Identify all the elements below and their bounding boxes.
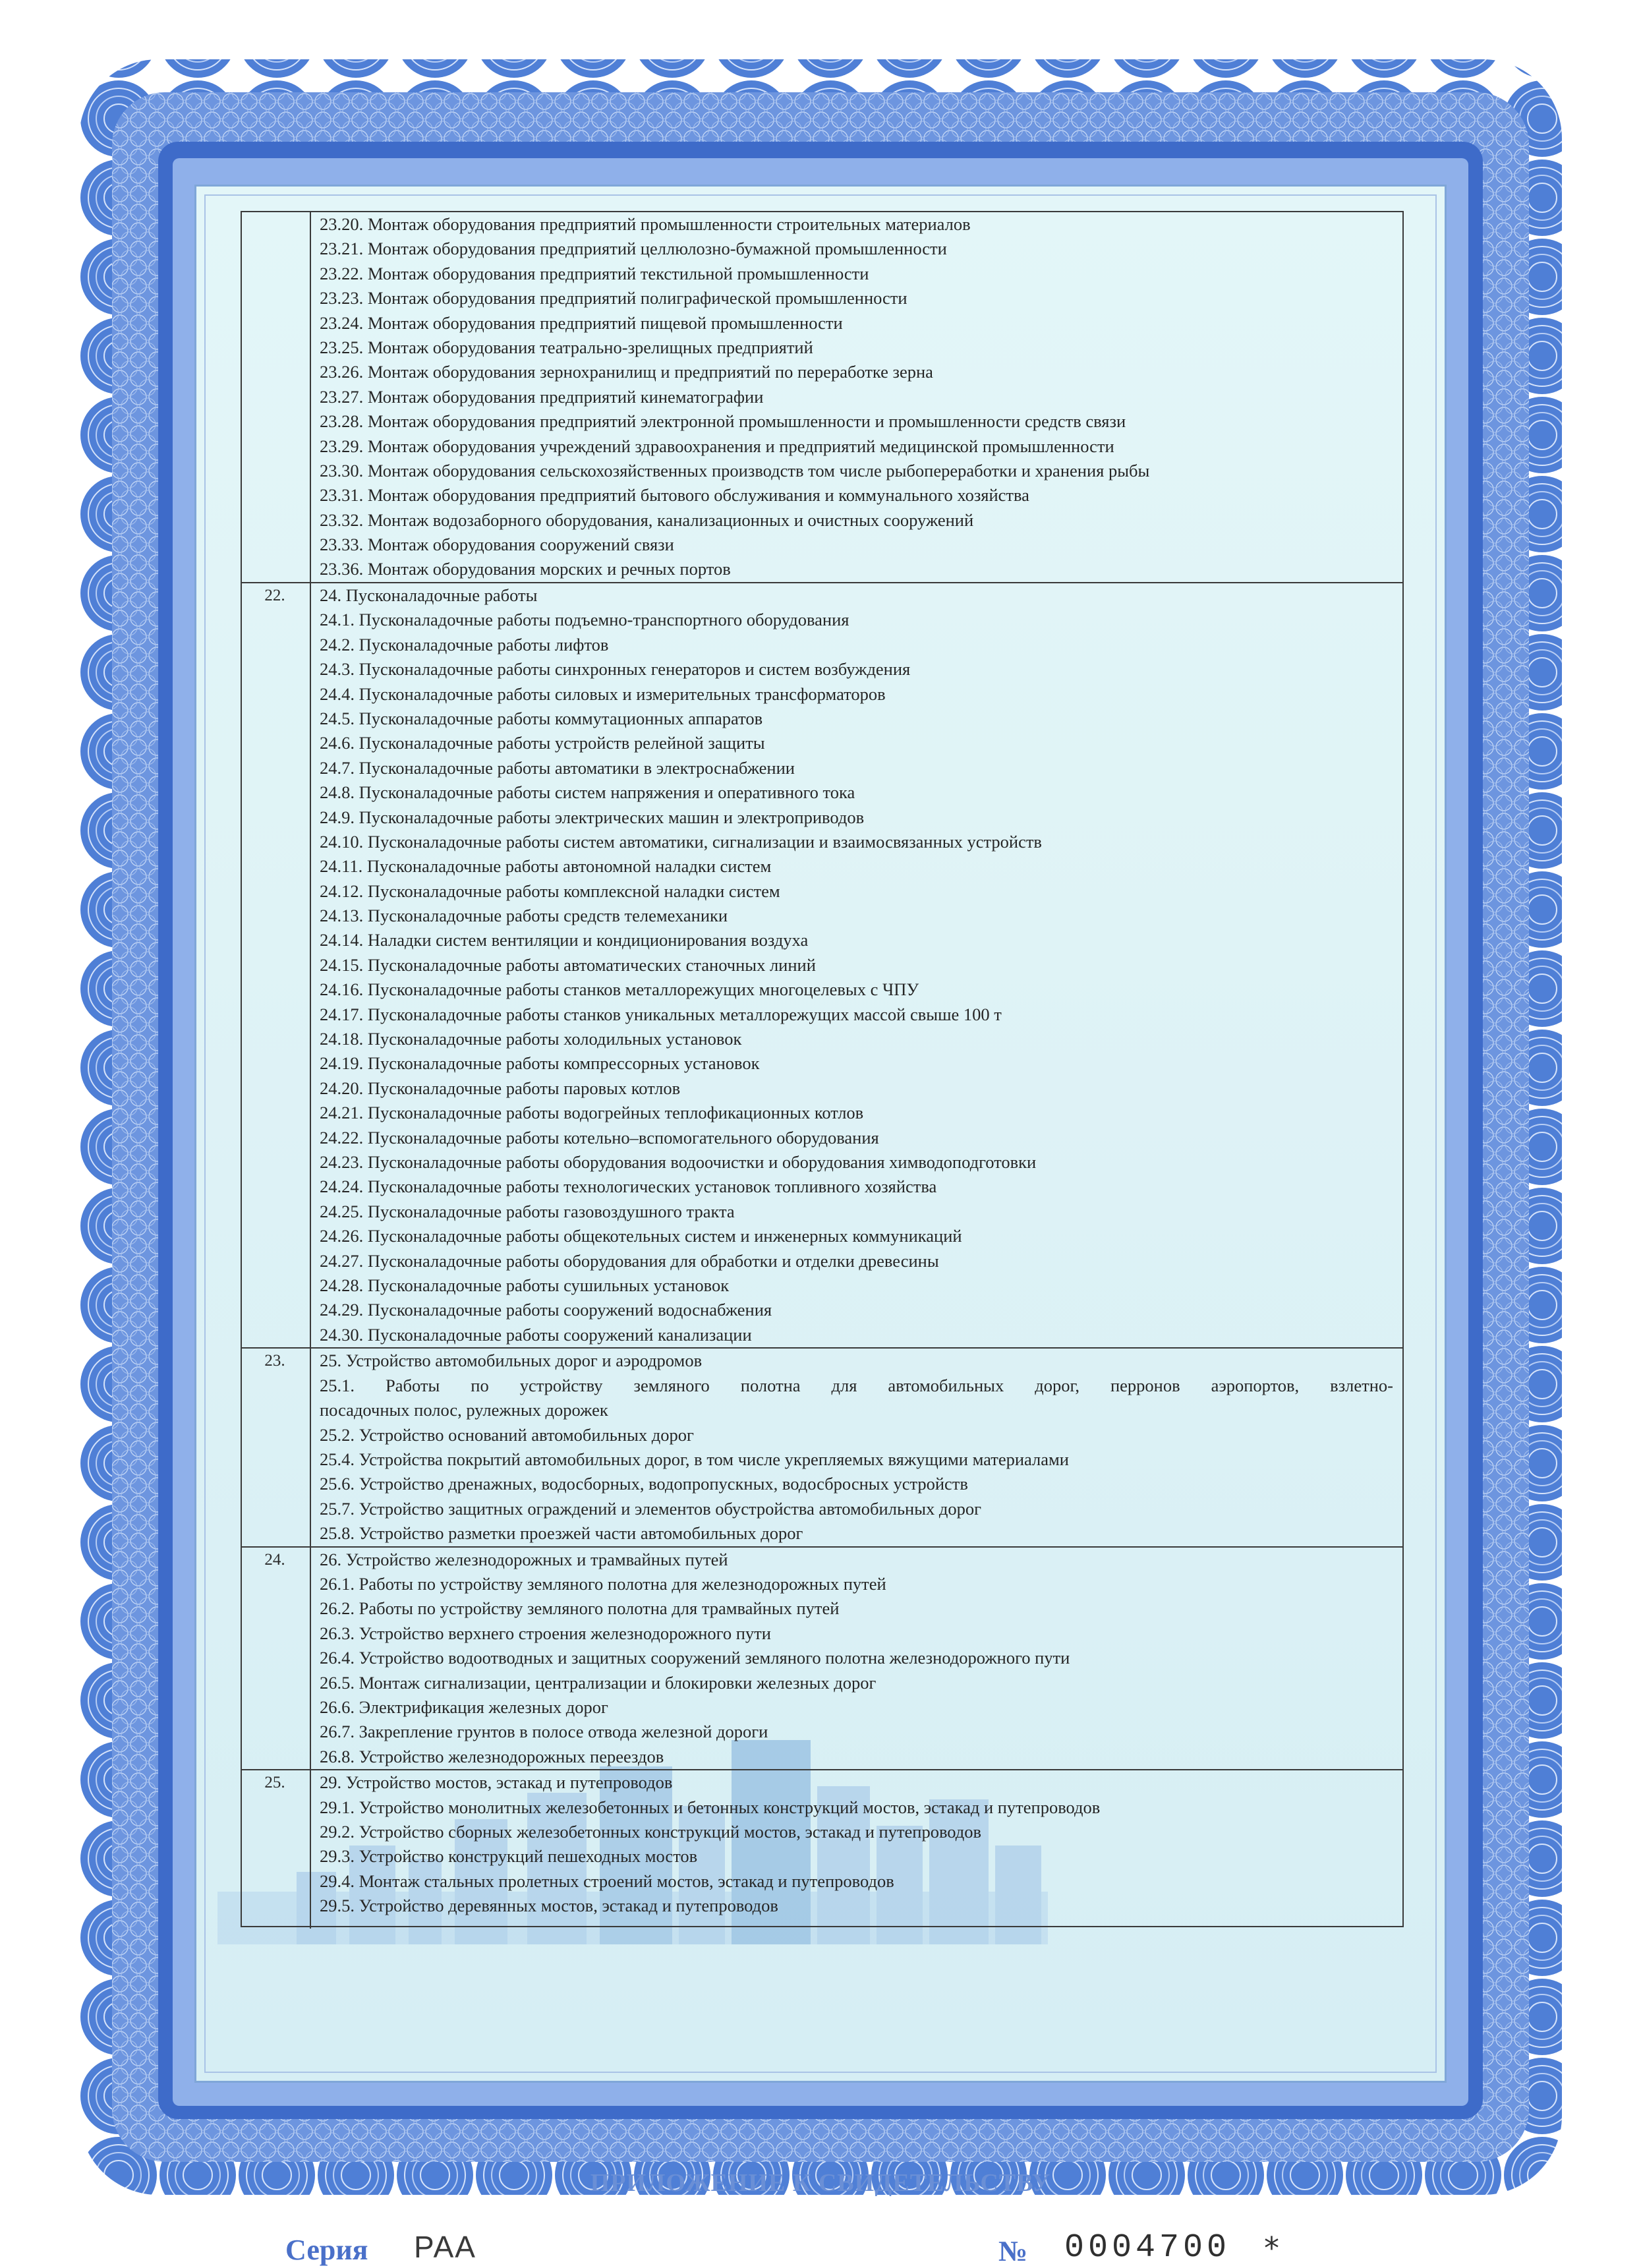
activity-line: 24.8. Пусконаладочные работы систем напряжения и оперативного тока [320, 782, 855, 803]
activity-line: 26.3. Устройство верхнего строения железнодорожного пути [320, 1623, 771, 1643]
activity-line: 24.14. Наладки систем вентиляции и кондиционирования воздуха [320, 930, 809, 950]
activity-line: 26.6. Электрификация железных дорог [320, 1697, 608, 1717]
activity-list [320, 583, 1393, 1347]
activity-line: 23.29. Монтаж оборудования учреждений здравоохранения и предприятий медицинской промышленности [320, 436, 1114, 456]
activity-line: 26.1. Работы по устройству земляного полотна для железнодорожных путей [320, 1573, 886, 1594]
activity-line: 25.7. Устройство защитных ограждений и элементов обустройства автомобильных дорог [320, 1498, 981, 1519]
activity-line: 24.28. Пусконаладочные работы сушильных установок [320, 1275, 730, 1295]
activity-line: посадочных полос, рулежных дорожек [320, 1400, 608, 1420]
table-section [242, 1347, 1402, 1546]
activity-line: 24.11. Пусконаладочные работы автономной наладки систем [320, 856, 772, 877]
activity-line: 24.24. Пусконаладочные работы технологических установок топливного хозяйства [320, 1177, 937, 1197]
activity-line: 25.6. Устройство дренажных, водосборных, водопропускных, водосбросных устройств [320, 1474, 968, 1494]
activity-line: 26. Устройство железнодорожных и трамвайных путей [320, 1549, 728, 1569]
activity-line: 23.32. Монтаж водозаборного оборудования, канализационных и очистных сооружений [320, 509, 974, 530]
activity-line: 24.25. Пусконаладочные работы газовоздушного тракта [320, 1201, 735, 1221]
activity-line: 26.2. Работы по устройству земляного полотна для трамвайных путей [320, 1598, 840, 1619]
activity-line: 24.4. Пусконаладочные работы силовых и измерительных трансформаторов [320, 683, 886, 704]
activity-line: 23.23. Монтаж оборудования предприятий полиграфической промышленности [320, 288, 907, 308]
activity-line: 25.8. Устройство разметки проезжей части автомобильных дорог [320, 1523, 803, 1544]
activity-line: 24.30. Пусконаладочные работы сооружений канализации [320, 1324, 752, 1345]
activity-line: 23.36. Монтаж оборудования морских и речных портов [320, 559, 731, 579]
appendix-caption: ПРИЛОЖЕНИЕ К СВИДЕТЕЛЬСТВУ [590, 2169, 1051, 2197]
activity-list [320, 1548, 1393, 1770]
activity-line: 29.3. Устройство конструкций пешеходных мостов [320, 1846, 698, 1867]
activity-line: 24.7. Пусконаладочные работы автоматики в электроснабжении [320, 757, 795, 778]
table-section [242, 212, 1402, 582]
activity-line: 23.28. Монтаж оборудования предприятий электронной промышленности и промышленности средств связи [320, 411, 1126, 432]
activity-line: 24.15. Пусконаладочные работы автоматических станочных линий [320, 954, 816, 975]
activity-line: 25.1. Работы по устройству земляного полотна для автомобильных дорог, перронов аэропортов, взлетно- [320, 1375, 1393, 1395]
activity-line: 23.26. Монтаж оборудования зернохранилищ и предприятий по переработке зерна [320, 362, 933, 382]
activity-line: 29.5. Устройство деревянных мостов, эстакад и путепроводов [320, 1896, 778, 1916]
activity-line: 26.4. Устройство водоотводных и защитных сооружений земляного полотна железнодорожного пути [320, 1648, 1070, 1668]
activity-line: 23.22. Монтаж оборудования предприятий текстильной промышленности [320, 263, 869, 283]
activity-line: 29. Устройство мостов, эстакад и путепроводов [320, 1772, 673, 1793]
asterisk-mark: * [1264, 2230, 1279, 2266]
activity-line: 24.10. Пусконаладочные работы систем автоматики, сигнализации и взаимосвязанных устройств [320, 831, 1042, 852]
activity-line: 26.8. Устройство железнодорожных переездов [320, 1746, 664, 1766]
activity-line: 23.24. Монтаж оборудования предприятий пищевой промышленности [320, 312, 843, 333]
activity-line: 26.5. Монтаж сигнализации, централизации и блокировки железных дорог [320, 1672, 877, 1693]
series-value: РАА [414, 2230, 476, 2264]
series-label: Серия [285, 2234, 368, 2266]
activity-line: 23.21. Монтаж оборудования предприятий целлюлозно-бумажной промышленности [320, 239, 947, 259]
activity-line: 24.5. Пусконаладочные работы коммутационных аппаратов [320, 708, 763, 728]
activity-line: 24.12. Пусконаладочные работы комплексной наладки систем [320, 881, 780, 901]
activity-line: 24.23. Пусконаладочные работы оборудования водоочистки и оборудования химводоподготовки [320, 1151, 1037, 1172]
activity-line: 23.30. Монтаж оборудования сельскохозяйственных производств том числе рыбопереработки и хранения рыбы [320, 460, 1150, 480]
activity-line: 25.4. Устройства покрытий автомобильных дорог, в том числе укрепляемых вяжущими материалами [320, 1449, 1069, 1469]
activity-line: 24.29. Пусконаладочные работы сооружений водоснабжения [320, 1300, 772, 1320]
activity-list [320, 1349, 1393, 1546]
row-number: 24. [264, 1550, 285, 1569]
activity-line: 24.17. Пусконаладочные работы станков уникальных металлорежущих массой свыше 100 т [320, 1004, 1002, 1024]
activity-line: 29.4. Монтаж стальных пролетных строений мостов, эстакад и путепроводов [320, 1871, 894, 1891]
activity-line: 29.2. Устройство сборных железобетонных конструкций мостов, эстакад и путепроводов [320, 1821, 982, 1842]
activity-line: 24.22. Пусконаладочные работы котельно–вспомогательного оборудования [320, 1127, 879, 1148]
table-section [242, 582, 1402, 1347]
activity-line: 24.18. Пусконаладочные работы холодильных установок [320, 1029, 742, 1049]
activity-line: 24.6. Пусконаладочные работы устройств релейной защиты [320, 733, 765, 753]
table-section [242, 1769, 1402, 1918]
activity-line: 23.27. Монтаж оборудования предприятий кинематографии [320, 386, 764, 407]
activity-line: 25. Устройство автомобильных дорог и аэродромов [320, 1351, 703, 1371]
activity-line: 23.25. Монтаж оборудования театрально-зрелищных предприятий [320, 337, 813, 357]
activity-line: 24.19. Пусконаладочные работы компрессорных установок [320, 1053, 760, 1074]
activity-list [320, 212, 1393, 582]
row-number: 22. [264, 587, 285, 604]
activity-line: 24.3. Пусконаладочные работы синхронных генераторов и систем возбуждения [320, 659, 911, 680]
number-value: 0004700 [1064, 2229, 1231, 2267]
activity-line: 23.33. Монтаж оборудования сооружений связи [320, 535, 674, 555]
row-number: 25. [264, 1774, 285, 1792]
activity-line: 24.9. Пусконаладочные работы электрических машин и электроприводов [320, 807, 865, 827]
activity-line: 25.2. Устройство оснований автомобильных дорог [320, 1424, 694, 1445]
activity-line: 24.27. Пусконаладочные работы оборудования для обработки и отделки древесины [320, 1250, 939, 1271]
activity-line: 24.16. Пусконаладочные работы станков металлорежущих многоцелевых с ЧПУ [320, 979, 919, 1000]
activity-line: 24.13. Пусконаладочные работы средств телемеханики [320, 906, 728, 926]
activity-line: 24.1. Пусконаладочные работы подъемно-транспортного оборудования [320, 610, 849, 630]
activity-line: 24.2. Пусконаладочные работы лифтов [320, 634, 609, 654]
activity-line: 26.7. Закрепление грунтов в полосе отвода железной дороги [320, 1722, 768, 1742]
activity-line: 24.21. Пусконаладочные работы водогрейных теплофикационных котлов [320, 1103, 864, 1123]
activity-list [320, 1770, 1393, 1918]
number-label: № [998, 2235, 1028, 2267]
table-section [242, 1546, 1402, 1770]
activity-line: 23.20. Монтаж оборудования предприятий промышленности строительных материалов [320, 214, 971, 234]
row-number: 23. [264, 1352, 285, 1370]
activity-line: 24. Пусконаладочные работы [320, 585, 538, 605]
activity-line: 24.26. Пусконаладочные работы общекотельных систем и инженерных коммуникаций [320, 1226, 962, 1246]
activity-line: 24.20. Пусконаладочные работы паровых котлов [320, 1078, 681, 1098]
activity-line: 23.31. Монтаж оборудования предприятий бытового обслуживания и коммунального хозяйства [320, 485, 1029, 506]
activity-line: 29.1. Устройство монолитных железобетонных и бетонных конструкций мостов, эстакад и путепроводов [320, 1797, 1101, 1817]
activities-table [241, 211, 1404, 1927]
